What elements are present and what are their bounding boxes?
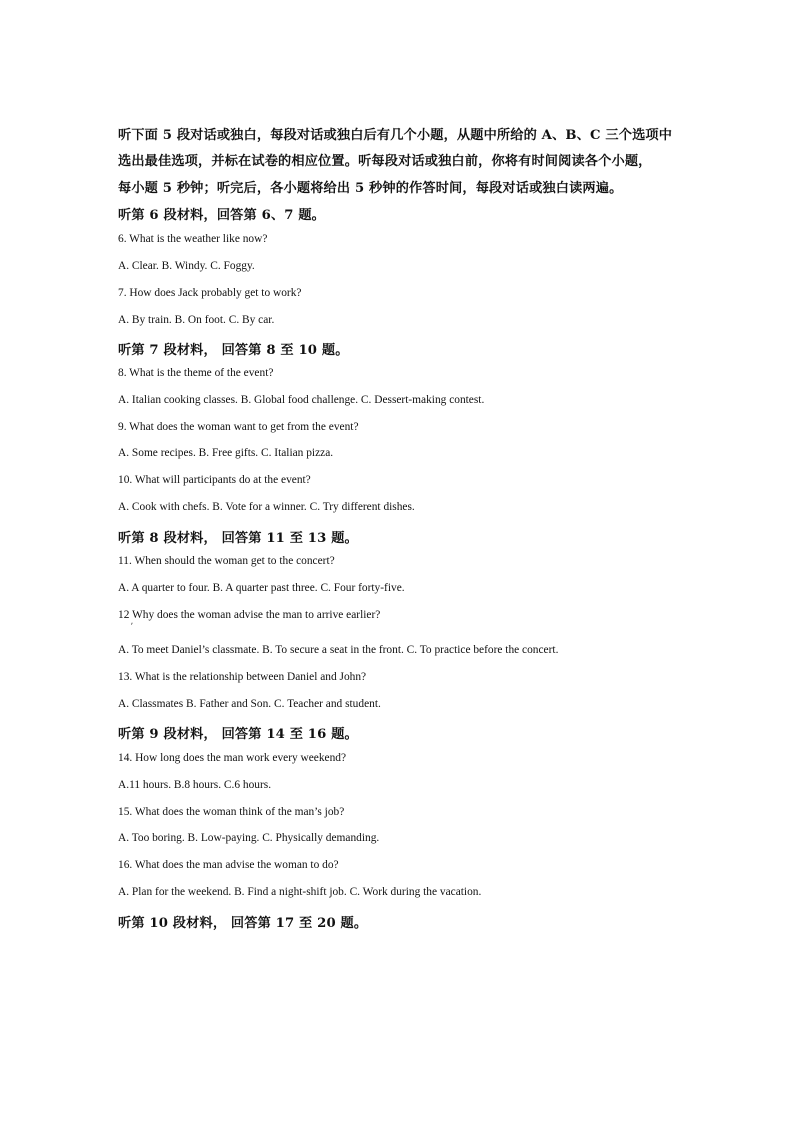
- question-12: 12 Why does the woman advise the man to arrive earlier?: [118, 609, 381, 621]
- instruction-line-2: 选出最佳选项，并标在试卷的相应位置。听每段对话或独白前，你将有时间阅读各个小题，: [118, 154, 652, 169]
- options-13: A. Classmates B. Father and Son. C. Teacher and student.: [118, 698, 381, 710]
- section-heading-10: 听第 10 段材料， 回答第 17 至 20 题。: [118, 916, 368, 931]
- options-7: A. By train. B. On foot. C. By car.: [118, 314, 275, 326]
- instruction-line-1: 听下面 5 段对话或独白，每段对话或独白后有几个小题，从题中所给的 A、B、C 三个选项中: [118, 128, 673, 143]
- question-9: 9. What does the woman want to get from the event?: [118, 421, 359, 433]
- options-15: A. Too boring. B. Low-paying. C. Physically demanding.: [118, 832, 380, 844]
- question-14: 14. How long does the man work every weekend?: [118, 752, 347, 764]
- options-14: A.11 hours. B.8 hours. C.6 hours.: [118, 779, 272, 791]
- instruction-line-3: 每小题 5 秒钟；听完后，各小题将给出 5 秒钟的作答时间，每段对话或独白读两遍。: [118, 181, 623, 196]
- question-16: 16. What does the man advise the woman to do?: [118, 859, 339, 871]
- options-16: A. Plan for the weekend. B. Find a night-shift job. C. Work during the vacation.: [118, 886, 482, 898]
- question-13: 13. What is the relationship between Daniel and John?: [118, 671, 367, 683]
- question-15: 15. What does the woman think of the man’s job?: [118, 806, 345, 818]
- options-11: A. A quarter to four. B. A quarter past three. C. Four forty-five.: [118, 582, 405, 594]
- question-6: 6. What is the weather like now?: [118, 233, 268, 245]
- section-heading-9: 听第 9 段材料， 回答第 14 至 16 题。: [118, 727, 358, 742]
- question-7: 7. How does Jack probably get to work?: [118, 287, 302, 299]
- options-6: A. Clear. B. Windy. C. Foggy.: [118, 260, 255, 272]
- question-10: 10. What will participants do at the event?: [118, 474, 311, 486]
- options-8: A. Italian cooking classes. B. Global food challenge. C. Dessert-making contest.: [118, 394, 485, 406]
- section-heading-6: 听第 6 段材料，回答第 6、7 题。: [118, 208, 325, 223]
- question-8: 8. What is the theme of the event?: [118, 367, 274, 379]
- stray-mark: ʹ: [131, 621, 133, 631]
- section-heading-7: 听第 7 段材料， 回答第 8 至 10 题。: [118, 343, 349, 358]
- section-heading-8: 听第 8 段材料， 回答第 11 至 13 题。: [118, 531, 358, 546]
- options-9: A. Some recipes. B. Free gifts. C. Italian pizza.: [118, 447, 334, 459]
- question-11: 11. When should the woman get to the concert?: [118, 555, 335, 567]
- options-12: A. To meet Daniel’s classmate. B. To secure a seat in the front. C. To practice before the concert.: [118, 644, 559, 656]
- options-10: A. Cook with chefs. B. Vote for a winner. C. Try different dishes.: [118, 501, 415, 513]
